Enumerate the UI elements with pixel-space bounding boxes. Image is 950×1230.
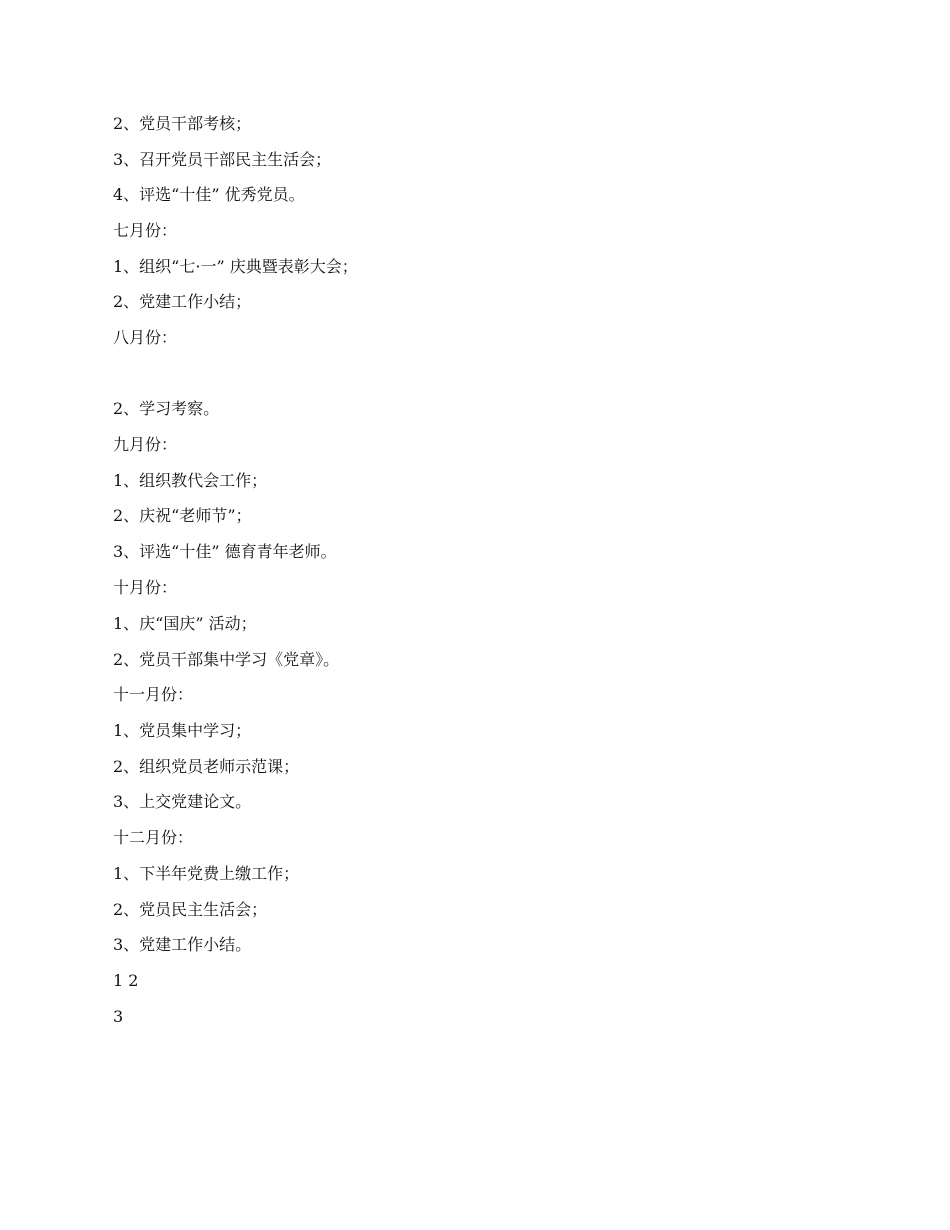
section-heading: 七月份： — [113, 221, 178, 240]
text-line: 2、党员民主生活会； — [113, 900, 268, 919]
text-line: 2、学习考察。 — [113, 399, 220, 418]
section-heading: 十二月份： — [113, 828, 194, 847]
text-line: 1、下半年党费上缴工作； — [113, 864, 300, 883]
text-line: 3、召开党员干部民主生活会； — [113, 150, 332, 169]
text-line: 2、党建工作小结； — [113, 292, 252, 311]
text-line: 2、党员干部考核； — [113, 114, 252, 133]
text-line: 1、庆“国庆” 活动； — [113, 614, 257, 633]
section-heading: 九月份： — [113, 435, 178, 454]
text-line: 4、评选“十佳” 优秀党员。 — [113, 185, 305, 204]
text-line: 1、组织教代会工作； — [113, 471, 268, 490]
text-line: 2、庆祝“老师节”； — [113, 506, 252, 525]
page-number-line: 1 2 — [113, 971, 139, 990]
section-heading: 十月份： — [113, 578, 178, 597]
text-line: 3、上交党建论文。 — [113, 792, 252, 811]
text-line: 3、党建工作小结。 — [113, 935, 252, 954]
page-number-line: 3 — [113, 1007, 124, 1026]
text-line: 1、组织“七·一” 庆典暨表彰大会； — [113, 257, 358, 276]
section-heading: 十一月份： — [113, 685, 194, 704]
text-line: 2、党员干部集中学习《党章》。 — [113, 650, 340, 669]
text-line: 3、评选“十佳” 德育青年老师。 — [113, 542, 337, 561]
text-line: 1、党员集中学习； — [113, 721, 252, 740]
text-line: 2、组织党员老师示范课； — [113, 757, 300, 776]
section-heading: 八月份： — [113, 328, 178, 347]
